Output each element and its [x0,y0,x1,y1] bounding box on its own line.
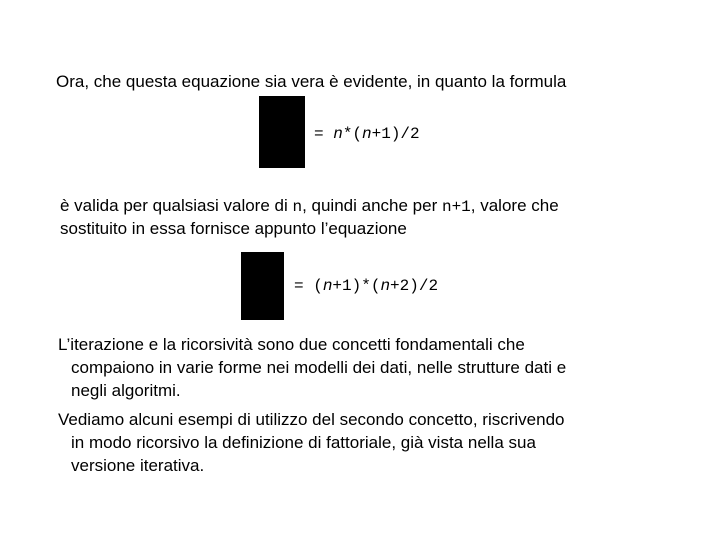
code-n: n [292,198,303,216]
formula-1-eq: = [314,125,334,143]
para1-line-2: compaiono in varie forme nei modelli dei dati, nelle strutture dati e [71,358,567,377]
formula-1-op: *( [342,125,363,143]
formula-2-var: n [322,277,333,295]
para1-line-1: L’iterazione e la ricorsività sono due concetti fondamentali che [58,335,525,354]
para1-line-3: negli algoritmi. [71,381,181,400]
middle-text-a: è valida per qualsiasi valore di [60,196,293,215]
formula-1-var: n [333,125,343,143]
formula-1-tail: +1)/2 [371,125,420,143]
middle-line-1 [60,194,559,219]
formula-2-tail: +2)/2 [390,277,439,295]
formula-2-op: +1)*( [332,277,381,295]
middle-text-c: , valore che [470,196,559,215]
intro-line: Ora, che questa equazione sia vera è evidente, in quanto la formula [56,72,567,91]
redacted-formula-image-2 [241,252,284,320]
para2-line-1: Vediamo alcuni esempi di utilizzo del secondo concetto, riscrivendo [58,410,565,429]
formula-1 [314,123,420,145]
middle-text-b: , quindi anche per [302,196,442,215]
para2-line-3: versione iterativa. [71,456,205,475]
middle-line-2: sostituito in essa fornisce appunto l’equazione [60,219,407,238]
formula-2-var2: n [380,277,391,295]
formula-2-eq: = ( [294,277,323,295]
redacted-formula-image-1 [259,96,305,168]
formula-1-var2: n [362,125,372,143]
formula-2 [294,275,438,297]
code-n-plus-1: n+1 [441,198,471,216]
para2-line-2: in modo ricorsivo la definizione di fattoriale, già vista nella sua [71,433,536,452]
